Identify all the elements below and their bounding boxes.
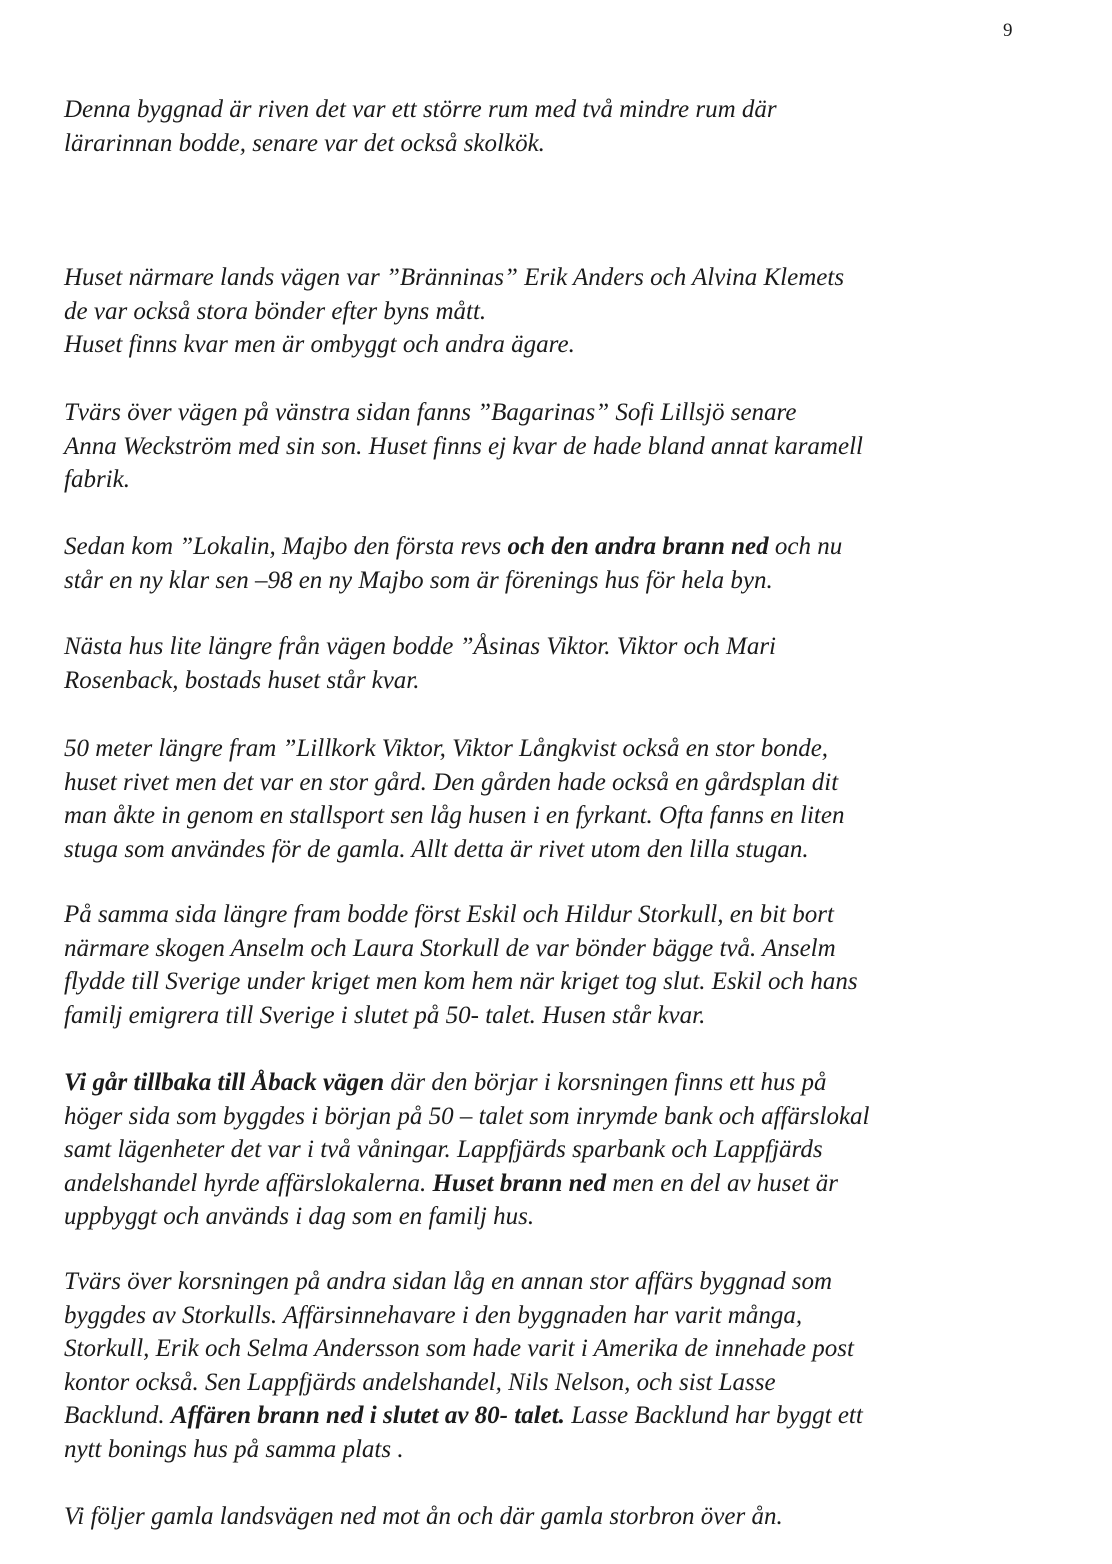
text-line — [64, 1399, 1054, 1433]
text-line — [64, 1066, 1054, 1100]
text-line: Tvärs över vägen på vänstra sidan fanns ”Bagarinas” Sofi Lillsjö senare — [64, 399, 797, 426]
text-line: Denna byggnad är riven det var ett större rum med två mindre rum där — [64, 96, 777, 123]
text-line: Huset närmare lands vägen var ”Bränninas” Erik Anders och Alvina Klemets — [64, 264, 845, 291]
text-segment: och nu — [768, 533, 843, 560]
text-line: Rosenback, bostads huset står kvar. — [64, 666, 420, 694]
text-segment: där den börjar i korsningen finns ett hus på — [384, 1069, 827, 1096]
paragraph-affar-byggnad — [64, 1265, 1054, 1466]
text-line: nytt bonings hus på samma plats . — [64, 1435, 404, 1463]
text-line: flydde till Sverige under kriget men kom hem när kriget tog slut. Eskil och hans — [64, 968, 858, 995]
text-line: 50 meter längre fram ”Lillkork Viktor, Viktor Långkvist också en stor bonde, — [64, 735, 829, 762]
bold-text: Vi går tillbaka till Åback vägen — [64, 1069, 385, 1096]
paragraph-bagarinas-house — [64, 396, 1054, 497]
text-line: Huset finns kvar men är ombyggt och andra ägare. — [64, 331, 575, 358]
text-line: samt lägenheter det var i två våningar. Lappfjärds sparbank och Lappfjärds — [64, 1136, 823, 1163]
text-line — [64, 530, 1054, 564]
paragraph-asinas-viktor — [64, 630, 1054, 697]
text-line: lärarinnan bodde, senare var det också skolkök. — [64, 129, 545, 157]
text-line: Anna Weckström med sin son. Huset finns ej kvar de hade bland annat karamell — [64, 432, 863, 460]
bold-text: och den andra brann ned — [507, 533, 769, 560]
text-line: står en ny klar sen –98 en ny Majbo som är förenings hus för hela byn. — [64, 566, 773, 594]
paragraph-branninas-house — [64, 261, 1054, 362]
paragraph-lillkork-viktor — [64, 732, 1054, 866]
text-line: närmare skogen Anselm och Laura Storkull de var bönder bägge två. Anselm — [64, 934, 836, 962]
text-line: familj emigrera till Sverige i slutet på 50- talet. Husen står kvar. — [64, 1001, 706, 1029]
text-line: byggdes av Storkulls. Affärsinnehavare i den byggnaden har varit många, — [64, 1301, 803, 1329]
paragraph-majbo — [64, 530, 1054, 597]
text-line: kontor också. Sen Lappfjärds andelshandel, Nils Nelson, och sist Lasse — [64, 1368, 776, 1396]
text-segment: Backlund. — [64, 1402, 171, 1429]
text-segment: Sedan kom ”Lokalin, Majbo den första revs — [64, 533, 508, 560]
text-line: stuga som användes för de gamla. Allt detta är rivet utom den lilla stugan. — [64, 835, 809, 863]
text-line: Tvärs över korsningen på andra sidan låg en annan stor affärs byggnad som — [64, 1268, 833, 1295]
paragraph-aback-vagen — [64, 1066, 1054, 1234]
page-number: 9 — [1003, 20, 1013, 41]
bold-text: Affären brann ned i slutet av 80- talet. — [170, 1402, 565, 1429]
text-line: huset rivet men det var en stor gård. Den gården hade också en gårdsplan dit — [64, 768, 839, 796]
text-line: de var också stora bönder efter byns mått. — [64, 297, 487, 325]
text-line: Storkull, Erik och Selma Andersson som hade varit i Amerika de innehade post — [64, 1335, 854, 1362]
text-segment: andelshandel hyrde affärslokalerna. — [64, 1169, 433, 1197]
paragraph-school-building — [64, 93, 1054, 160]
text-line — [64, 1167, 1054, 1201]
text-line: höger sida som byggdes i början på 50 – talet som inrymde bank och affärslokal — [64, 1102, 870, 1130]
text-line: Vi följer gamla landsvägen ned mot ån och där gamla storbron över ån. — [64, 1503, 783, 1530]
text-line: man åkte in genom en stallsport sen låg husen i en fyrkant. Ofta fanns en liten — [64, 802, 845, 829]
text-segment: men en del av huset är — [606, 1169, 839, 1197]
bold-text: Huset brann ned — [432, 1169, 607, 1197]
text-line: uppbyggt och används i dag som en familj hus. — [64, 1203, 535, 1230]
text-segment: Lasse Backlund har byggt ett — [564, 1402, 863, 1429]
paragraph-storkull — [64, 898, 1054, 1032]
text-line: På samma sida längre fram bodde först Eskil och Hildur Storkull, en bit bort — [64, 901, 834, 928]
paragraph-landsvagen — [64, 1500, 1054, 1534]
text-line: Nästa hus lite längre från vägen bodde ”Åsinas Viktor. Viktor och Mari — [64, 633, 776, 660]
text-line: fabrik. — [64, 466, 130, 493]
